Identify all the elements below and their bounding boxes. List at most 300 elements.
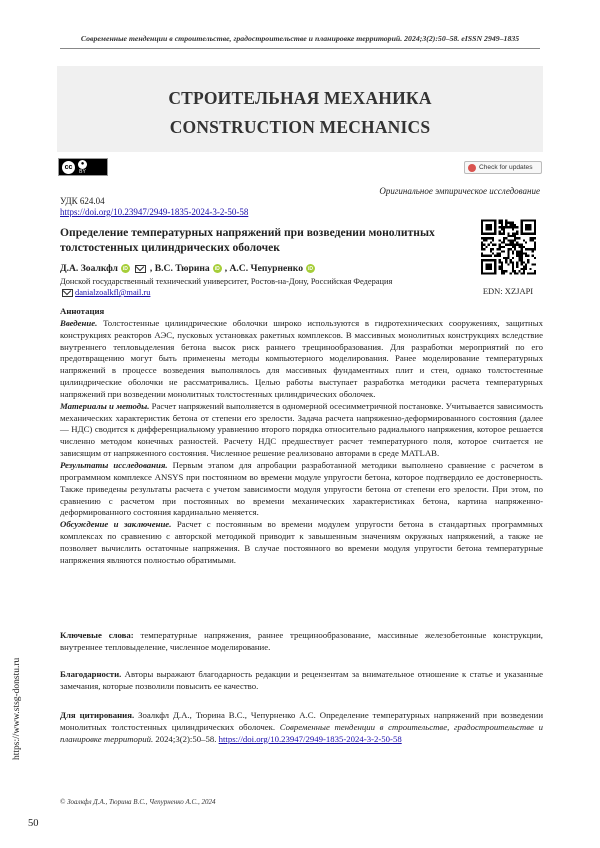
- doi-link[interactable]: https://doi.org/10.23947/2949-1835-2024-3-2-50-58: [60, 207, 249, 217]
- qr-module: [521, 255, 523, 257]
- article-type: Оригинальное эмпирическое исследование: [379, 186, 540, 196]
- qr-module: [512, 242, 514, 244]
- qr-module: [529, 228, 531, 230]
- edn-code: EDN: XZJAPI: [482, 286, 534, 296]
- qr-module: [521, 253, 523, 255]
- qr-module: [525, 226, 527, 228]
- qr-module: [499, 233, 501, 235]
- qr-module: [514, 224, 516, 226]
- qr-module: [514, 239, 516, 241]
- qr-module: [527, 226, 529, 228]
- qr-module: [499, 226, 501, 228]
- qr-module: [490, 220, 492, 222]
- qr-module: [523, 239, 525, 241]
- qr-module: [494, 231, 496, 233]
- qr-module: [507, 222, 509, 224]
- qr-module: [510, 244, 512, 246]
- qr-module: [527, 248, 529, 250]
- qr-module: [525, 255, 527, 257]
- qr-module: [523, 233, 525, 235]
- qr-module: [507, 233, 509, 235]
- qr-module: [505, 220, 507, 222]
- qr-module: [532, 255, 534, 257]
- qr-module: [527, 259, 529, 261]
- qr-module: [499, 231, 501, 233]
- qr-module: [532, 250, 534, 252]
- qr-module: [488, 266, 490, 268]
- cc-by-license-badge[interactable]: [58, 158, 108, 176]
- qr-module: [512, 235, 514, 237]
- copyright: © Зоалкфл Д.А., Тюрина В.С., Чепурненко А.С., 2024: [60, 798, 216, 806]
- envelope-icon: [62, 289, 73, 297]
- qr-module: [525, 268, 527, 270]
- qr-module: [490, 259, 492, 261]
- qr-module: [483, 233, 485, 235]
- qr-module: [496, 253, 498, 255]
- qr-module: [483, 244, 485, 246]
- qr-module: [483, 272, 485, 274]
- qr-module: [525, 248, 527, 250]
- udk-code: УДК 624.04: [60, 196, 105, 206]
- qr-module: [527, 224, 529, 226]
- qr-module: [483, 239, 485, 241]
- qr-module: [490, 264, 492, 266]
- envelope-icon[interactable]: [135, 265, 146, 273]
- qr-module: [499, 268, 501, 270]
- qr-module: [494, 261, 496, 263]
- qr-module: [532, 248, 534, 250]
- qr-module: [485, 233, 487, 235]
- qr-module: [501, 261, 503, 263]
- qr-module: [512, 222, 514, 224]
- qr-module: [485, 228, 487, 230]
- qr-module: [503, 257, 505, 259]
- qr-module: [494, 244, 496, 246]
- qr-module: [494, 255, 496, 257]
- qr-module: [516, 237, 518, 239]
- qr-module: [505, 237, 507, 239]
- qr-module: [516, 264, 518, 266]
- qr-module: [496, 255, 498, 257]
- check-for-updates-button[interactable]: [464, 161, 542, 174]
- qr-module: [494, 220, 496, 222]
- orcid-icon[interactable]: iD: [214, 265, 220, 272]
- qr-module: [494, 272, 496, 274]
- article-title: Определение температурных напряжений при возведении монолитных толстостенных цилиндрических оболочек: [60, 226, 435, 254]
- qr-module: [494, 224, 496, 226]
- qr-module: [490, 233, 492, 235]
- qr-module: [505, 224, 507, 226]
- qr-module: [512, 228, 514, 230]
- qr-module: [525, 233, 527, 235]
- qr-module: [503, 231, 505, 233]
- qr-module: [527, 272, 529, 274]
- citation: Для цитирования. Зоалкфл Д.А., Тюрина В.С., Чепурненко А.С. Определение температурных напряжений при возведении монолитных толстостенных цилиндрических оболочек. Современные тенденции в строительстве, градостроительстве и планировке территорий. 2024;3(2):50–58. https://doi.org/10.23947/2949-1835-2024-3-2-50-58: [60, 710, 543, 744]
- qr-module: [512, 266, 514, 268]
- qr-module: [512, 239, 514, 241]
- qr-module: [529, 237, 531, 239]
- qr-module: [510, 224, 512, 226]
- qr-module: [521, 226, 523, 228]
- qr-module: [529, 272, 531, 274]
- qr-module: [499, 255, 501, 257]
- qr-module: [481, 222, 483, 224]
- qr-module: [521, 228, 523, 230]
- qr-module: [483, 237, 485, 239]
- qr-module: [507, 235, 509, 237]
- qr-module: [481, 268, 483, 270]
- qr-module: [503, 226, 505, 228]
- qr-module: [521, 224, 523, 226]
- person-icon: ●: [78, 160, 87, 169]
- check-updates-label: Check for updates: [479, 164, 533, 171]
- qr-module: [481, 244, 483, 246]
- section-title-ru: СТРОИТЕЛЬНАЯ МЕХАНИКА: [168, 88, 432, 108]
- qr-module: [501, 220, 503, 222]
- qr-module: [507, 257, 509, 259]
- qr-module: [525, 242, 527, 244]
- qr-module: [490, 237, 492, 239]
- qr-module: [481, 228, 483, 230]
- qr-module: [481, 231, 483, 233]
- section-banner: [57, 66, 543, 152]
- qr-module: [534, 228, 536, 230]
- qr-module: [516, 261, 518, 263]
- qr-module: [501, 246, 503, 248]
- qr-module: [521, 222, 523, 224]
- qr-module: [499, 266, 501, 268]
- qr-module: [503, 250, 505, 252]
- qr-module: [503, 270, 505, 272]
- qr-module: [510, 239, 512, 241]
- qr-code: [481, 217, 536, 277]
- acknowledgements: Благодарности. Авторы выражают благодарность редакции и рецензентам за внимательное отношение к статье и указанные замечания, которые позволили повысить ее качество.: [60, 669, 543, 691]
- qr-module: [494, 266, 496, 268]
- qr-module: [529, 248, 531, 250]
- qr-module: [512, 268, 514, 270]
- qr-module: [503, 233, 505, 235]
- qr-module: [485, 239, 487, 241]
- qr-module: [521, 259, 523, 261]
- by-icon: [78, 160, 87, 175]
- qr-module: [523, 220, 525, 222]
- qr-module: [503, 237, 505, 239]
- qr-module: [534, 237, 536, 239]
- abstract-methods: Материалы и методы. Расчет напряжений выполняется в одномерной осесимметричной постановке. Учитывается зависимость механических характеристик бетона от степени его зрелости. Задача расчета напряженно-деформированного состояния (далее — НДС) сводится к дифференциальному уравнению второго порядка относительно радиального напряжения, которое решается численно методом конечных разностей. Расчету НДС предшествует расчет температурного поля, которое считается не зависящим от напряженного состояния. Численное решение реализовано авторами в среде MATLAB.: [60, 400, 543, 459]
- qr-module: [512, 224, 514, 226]
- qr-module: [505, 261, 507, 263]
- qr-module: [501, 233, 503, 235]
- qr-module: [503, 272, 505, 274]
- qr-module: [494, 228, 496, 230]
- qr-module: [525, 264, 527, 266]
- qr-module: [485, 224, 487, 226]
- qr-module: [510, 272, 512, 274]
- qr-module: [490, 266, 492, 268]
- abstract-heading: Аннотация: [60, 306, 105, 316]
- qr-module: [505, 226, 507, 228]
- qr-module: [514, 235, 516, 237]
- qr-module: [503, 242, 505, 244]
- qr-module: [507, 244, 509, 246]
- qr-module: [490, 226, 492, 228]
- qr-module: [481, 220, 483, 222]
- qr-module: [507, 239, 509, 241]
- qr-module: [488, 255, 490, 257]
- qr-module: [514, 270, 516, 272]
- qr-module: [501, 250, 503, 252]
- qr-module: [521, 244, 523, 246]
- citation-doi-link[interactable]: https://doi.org/10.23947/2949-1835-2024-3-2-50-58: [218, 733, 402, 744]
- qr-module: [505, 244, 507, 246]
- qr-module: [490, 272, 492, 274]
- qr-module: [485, 246, 487, 248]
- qr-module: [534, 264, 536, 266]
- qr-module: [534, 272, 536, 274]
- qr-module: [503, 228, 505, 230]
- qr-module: [514, 226, 516, 228]
- qr-module: [518, 246, 520, 248]
- qr-module: [503, 239, 505, 241]
- qr-module: [510, 226, 512, 228]
- qr-module: [488, 226, 490, 228]
- qr-module: [514, 248, 516, 250]
- qr-module: [488, 259, 490, 261]
- qr-module: [518, 255, 520, 257]
- qr-module: [488, 233, 490, 235]
- qr-module: [481, 255, 483, 257]
- qr-module: [490, 242, 492, 244]
- qr-module: [507, 226, 509, 228]
- qr-module: [485, 268, 487, 270]
- qr-module: [505, 259, 507, 261]
- qr-module: [481, 259, 483, 261]
- qr-module: [527, 261, 529, 263]
- qr-module: [523, 261, 525, 263]
- qr-module: [521, 250, 523, 252]
- qr-module: [514, 237, 516, 239]
- qr-module: [512, 264, 514, 266]
- qr-module: [534, 220, 536, 222]
- qr-module: [485, 264, 487, 266]
- journal-header: Современные тенденции в строительстве, градостроительстве и планировке территорий. 2024;3(2):50–58. eISSN 2949–1835: [80, 34, 520, 43]
- qr-module: [512, 226, 514, 228]
- qr-module: [523, 268, 525, 270]
- qr-module: [532, 239, 534, 241]
- qr-module: [499, 259, 501, 261]
- qr-module: [512, 244, 514, 246]
- qr-module: [499, 220, 501, 222]
- email-link[interactable]: danialzoalkfl@mail.ru: [75, 288, 151, 297]
- qr-module: [521, 264, 523, 266]
- qr-module: [514, 272, 516, 274]
- qr-module: [510, 242, 512, 244]
- qr-module: [518, 250, 520, 252]
- qr-module: [488, 220, 490, 222]
- cc-icon: cc: [62, 161, 75, 174]
- qr-module: [490, 228, 492, 230]
- affiliation: Донской государственный технический университет, Ростов-на-Дону, Российская Федерация: [60, 277, 393, 286]
- qr-module: [521, 257, 523, 259]
- qr-module: [521, 233, 523, 235]
- qr-module: [529, 226, 531, 228]
- qr-module: [516, 253, 518, 255]
- qr-module: [532, 233, 534, 235]
- qr-module: [532, 220, 534, 222]
- qr-module: [501, 226, 503, 228]
- qr-module: [521, 246, 523, 248]
- qr-module: [534, 222, 536, 224]
- qr-module: [501, 242, 503, 244]
- qr-module: [516, 266, 518, 268]
- qr-module: [523, 253, 525, 255]
- qr-module: [494, 226, 496, 228]
- qr-module: [534, 257, 536, 259]
- qr-module: [501, 228, 503, 230]
- qr-module: [510, 259, 512, 261]
- qr-module: [485, 266, 487, 268]
- qr-module: [516, 226, 518, 228]
- qr-module: [516, 272, 518, 274]
- qr-module: [521, 268, 523, 270]
- qr-module: [521, 220, 523, 222]
- qr-module: [505, 270, 507, 272]
- qr-module: [529, 233, 531, 235]
- abstract-discussion: Обсуждение и заключение. Расчет с постоянным во времени модулем упругости бетона в стандартных программных комплексах по сравнению с авторской методикой приводит к завышенным значениям окружных напряжений, а также не позволяет вычислить остаточные напряжения. В случае постоянного во времени модуля упругости бетона температурные напряжения являются полностью обратимыми.: [60, 519, 544, 565]
- qr-module: [492, 259, 494, 261]
- qr-module: [510, 235, 512, 237]
- qr-module: [481, 270, 483, 272]
- qr-module: [521, 231, 523, 233]
- abstract: [60, 306, 543, 567]
- qr-module: [488, 224, 490, 226]
- qr-module: [492, 220, 494, 222]
- section-title-en: CONSTRUCTION MECHANICS: [169, 117, 431, 137]
- qr-module: [512, 253, 514, 255]
- qr-module: [501, 272, 503, 274]
- email-line: [60, 288, 150, 297]
- qr-module: [518, 253, 520, 255]
- qr-module: [510, 248, 512, 250]
- qr-module: [507, 250, 509, 252]
- keywords: Ключевые слова: температурные напряжения, раннее трещинообразование, массивные железобетонные конструкции, внутреннее тепловыделение, численное моделирование.: [60, 630, 543, 652]
- qr-module: [501, 266, 503, 268]
- qr-module: [494, 270, 496, 272]
- qr-module: [529, 268, 531, 270]
- qr-module: [481, 246, 483, 248]
- qr-module: [505, 257, 507, 259]
- qr-module: [534, 248, 536, 250]
- orcid-icon[interactable]: iD: [122, 265, 128, 272]
- qr-module: [481, 233, 483, 235]
- qr-module: [534, 246, 536, 248]
- qr-module: [494, 268, 496, 270]
- author-name: , В.С. Тюрина: [149, 263, 210, 274]
- qr-module: [485, 255, 487, 257]
- qr-module: [525, 220, 527, 222]
- by-label: BY: [79, 168, 86, 175]
- qr-module: [481, 253, 483, 255]
- qr-module: [490, 268, 492, 270]
- qr-module: [501, 268, 503, 270]
- qr-module: [492, 233, 494, 235]
- qr-module: [516, 244, 518, 246]
- qr-module: [481, 248, 483, 250]
- qr-module: [534, 231, 536, 233]
- qr-module: [523, 270, 525, 272]
- qr-module: [514, 246, 516, 248]
- qr-module: [518, 244, 520, 246]
- check-updates-icon: [468, 164, 476, 172]
- qr-module: [494, 264, 496, 266]
- author-name: Д.А. Зоалкфл: [60, 263, 118, 274]
- qr-module: [527, 233, 529, 235]
- side-website-url[interactable]: https://www.stsg-donstu.ru: [12, 657, 22, 760]
- qr-module: [521, 248, 523, 250]
- qr-module: [507, 264, 509, 266]
- qr-module: [490, 248, 492, 250]
- qr-module: [521, 272, 523, 274]
- qr-module: [534, 244, 536, 246]
- qr-module: [527, 228, 529, 230]
- qr-module: [492, 248, 494, 250]
- qr-module: [516, 242, 518, 244]
- qr-module: [516, 233, 518, 235]
- qr-module: [516, 255, 518, 257]
- qr-module: [507, 248, 509, 250]
- abstract-intro: Введение. Толстостенные цилиндрические оболочки широко используются в гидротехнических сооружениях, защитных конструкциях реакторов АЭС, пусковых установках ракетных комплексов. В массивных монолитных конструкциях вследствие внутреннего тепловыделения бетона высок риск раннего трещинообразования. Для разработки мероприятий по его предотвращению могут быть применены методы компьютерного моделирования. Ранее моделирование температурных напряжений в процессе возведения выполнялось для массивных фундаментных плит и стен, однако толстостенные цилиндрические оболочки не рассматривались. Целью работы выступает разработка методики расчета температурных напряжений при возведении монолитных толстостенных цилиндрических оболочек.: [60, 317, 543, 399]
- qr-module: [499, 253, 501, 255]
- qr-module: [523, 266, 525, 268]
- qr-module: [488, 272, 490, 274]
- qr-module: [532, 264, 534, 266]
- header-divider: [60, 48, 540, 49]
- orcid-icon[interactable]: iD: [308, 265, 314, 272]
- qr-module: [485, 272, 487, 274]
- qr-module: [516, 231, 518, 233]
- qr-module: [492, 239, 494, 241]
- qr-module: [527, 220, 529, 222]
- qr-module: [481, 272, 483, 274]
- qr-module: [492, 253, 494, 255]
- qr-module: [534, 270, 536, 272]
- qr-module: [481, 266, 483, 268]
- qr-module: [494, 259, 496, 261]
- qr-module: [532, 272, 534, 274]
- qr-module: [481, 242, 483, 244]
- qr-module: [512, 270, 514, 272]
- qr-module: [534, 224, 536, 226]
- qr-module: [514, 244, 516, 246]
- qr-module: [501, 224, 503, 226]
- qr-module: [499, 261, 501, 263]
- qr-module: [499, 246, 501, 248]
- qr-module: [505, 222, 507, 224]
- qr-module: [499, 239, 501, 241]
- author-name: , А.С. Чепурненко: [224, 263, 304, 274]
- qr-module: [512, 233, 514, 235]
- qr-module: [490, 250, 492, 252]
- qr-module: [481, 224, 483, 226]
- qr-module: [512, 250, 514, 252]
- qr-module: [490, 255, 492, 257]
- qr-module: [507, 255, 509, 257]
- qr-module: [525, 266, 527, 268]
- qr-module: [490, 224, 492, 226]
- qr-module: [510, 222, 512, 224]
- qr-module: [481, 261, 483, 263]
- qr-module: [529, 224, 531, 226]
